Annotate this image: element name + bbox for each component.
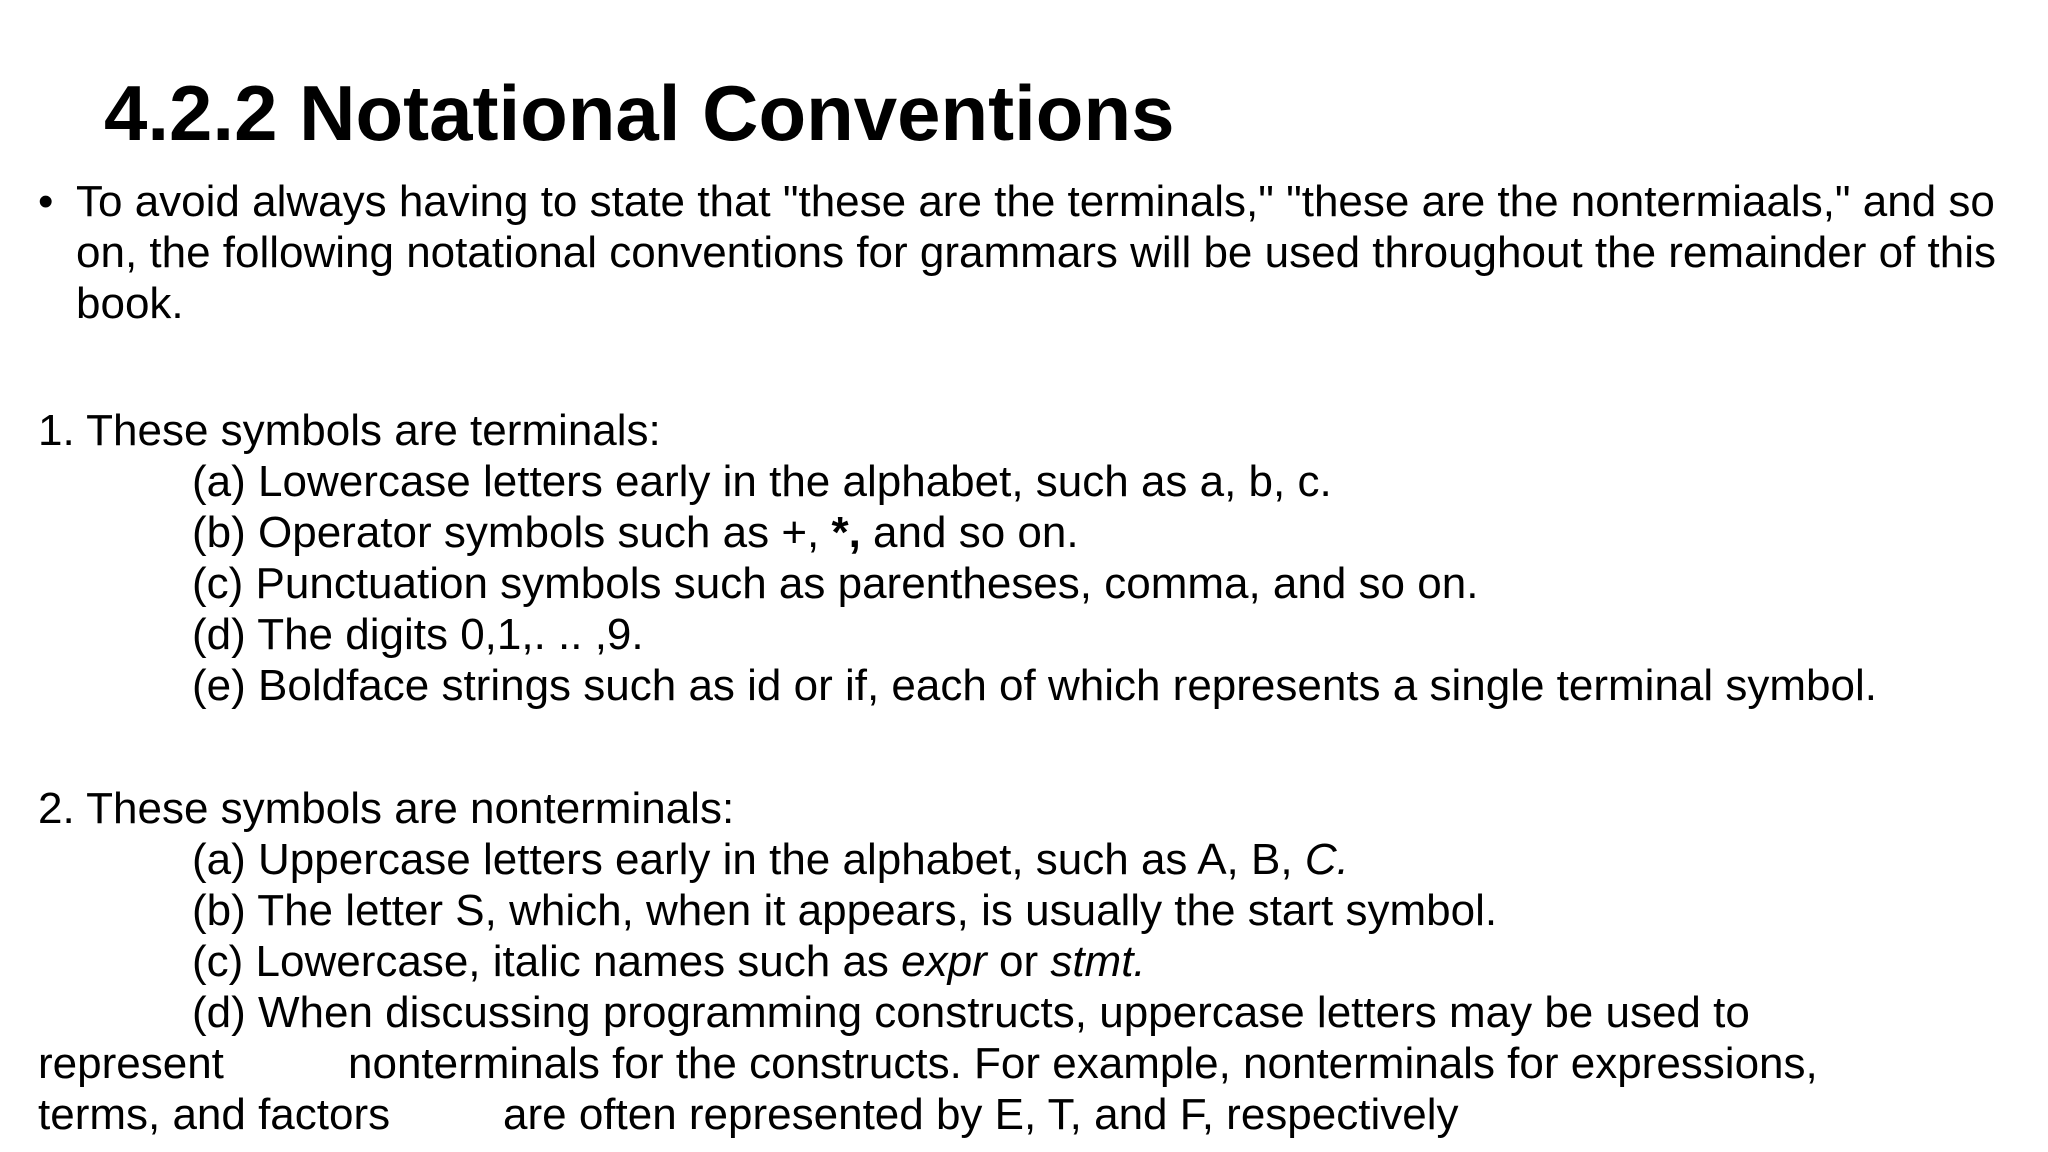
section-2-item-a-italic: C. [1304, 835, 1349, 884]
section-2-item-d-line-3a: terms, and factors [38, 1090, 391, 1139]
section-2-item-c-italic-stmt: stmt. [1050, 937, 1146, 986]
section-1-item-b-pre: (b) Operator symbols such as +, [192, 508, 832, 557]
section-1-item-b [192, 507, 1079, 558]
section-2-item-d-line-3b: are often represented by E, T, and F, respectively [503, 1090, 1459, 1139]
section-2-item-c [192, 936, 1146, 987]
section-2-item-b: (b) The letter S, which, when it appears, is usually the start symbol. [192, 886, 1498, 935]
section-1-item-a: (a) Lowercase letters early in the alphabet, such as a, b, c. [192, 457, 1332, 506]
section-1-item-e: (e) Boldface strings such as id or if, each of which represents a single terminal symbol. [192, 661, 1877, 710]
section-1-item-b-post: and so on. [860, 508, 1079, 557]
section-2-heading: 2. These symbols are nonterminals: [38, 784, 735, 833]
section-2-item-a-pre: (a) Uppercase letters early in the alphabet, such as A, B, [192, 835, 1305, 884]
slide-title: 4.2.2 Notational Conventions [104, 69, 1175, 157]
section-1-item-d: (d) The digits 0,1,. .. ,9. [192, 610, 644, 659]
section-2-item-c-mid: or [986, 937, 1051, 986]
intro-bullet-text: To avoid always having to state that "these are the terminals," "these are the nontermiaals," and so on, the following notational conventions for grammars will be used throughout the remainder of this book. [76, 177, 1996, 328]
section-2-item-d-line-2a: represent [38, 1039, 224, 1088]
section-2-item-d-line-2b: nonterminals for the constructs. For example, nonterminals for expressions, [348, 1039, 1818, 1088]
bullet-marker: • [38, 177, 54, 226]
section-2-item-d-line-1: (d) When discussing programming constructs, uppercase letters may be used to [192, 988, 1750, 1037]
section-2-item-c-pre: (c) Lowercase, italic names such as [192, 937, 902, 986]
section-1-heading: 1. These symbols are terminals: [38, 406, 661, 455]
section-2-item-c-italic-expr: expr [901, 937, 987, 986]
section-2-item-a [192, 834, 1349, 885]
section-1-item-c: (c) Punctuation symbols such as parentheses, comma, and so on. [192, 559, 1479, 608]
section-1-item-b-bold: *, [831, 508, 861, 557]
